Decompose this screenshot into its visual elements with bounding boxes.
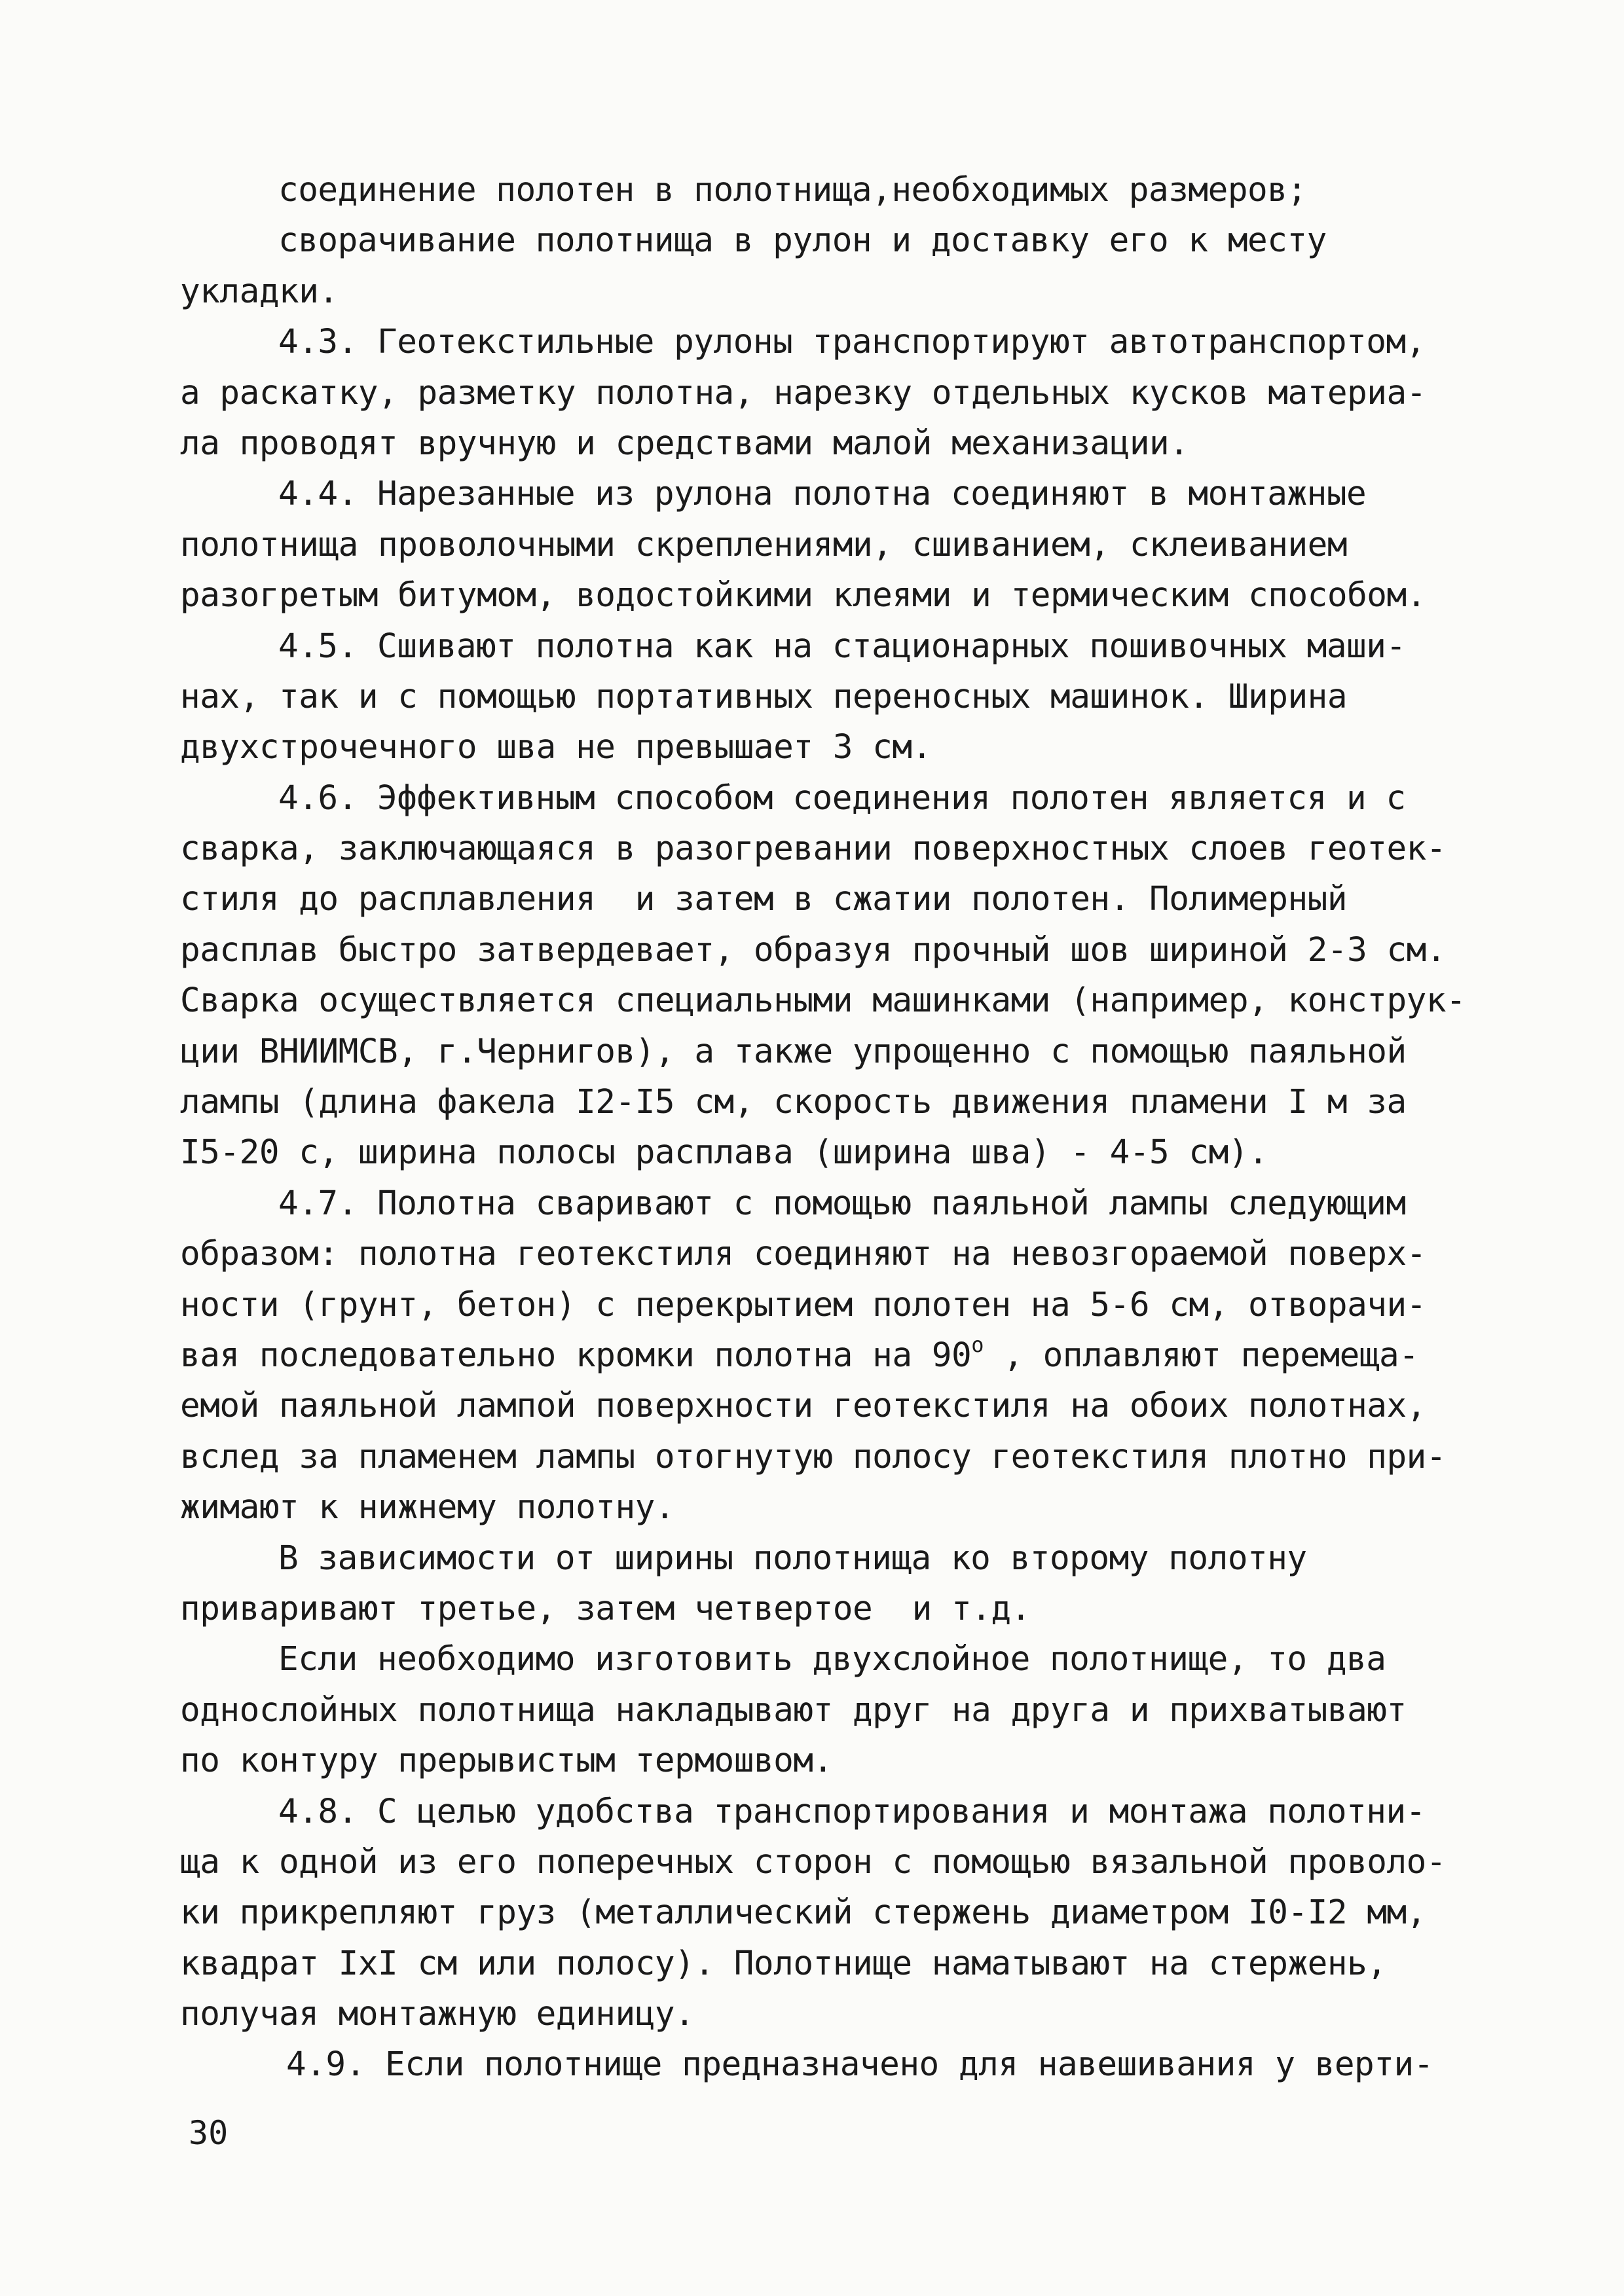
- text-line: ща к одной из его поперечных сторон с помощью вязальной проволо-: [180, 1842, 1447, 1882]
- text-line: разогретым битумом, водостойкими клеями и термическим способом.: [180, 576, 1426, 615]
- text-fragment: , оплавляют перемеща-: [983, 1336, 1419, 1375]
- text-line: ности (грунт, бетон) с перекрытием полотен на 5-6 см, отворачи-: [180, 1285, 1426, 1324]
- text-line: расплав быстро затвердевает, образуя прочный шов шириной 2-3 см.: [180, 930, 1447, 970]
- text-line: ла проводят вручную и средствами малой механизации.: [180, 424, 1189, 463]
- text-line: укладки.: [180, 272, 339, 311]
- text-line: 4.7. Полотна сваривают с помощью паяльной лампы следующим: [278, 1184, 1406, 1223]
- text-line: сворачивание полотнища в рулон и доставку его к месту: [278, 221, 1327, 261]
- text-line: В зависимости от ширины полотнища ко второму полотну: [278, 1539, 1307, 1578]
- text-line: соединение полотен в полотнища,необходимых размеров;: [278, 171, 1307, 210]
- text-fragment: вая последовательно кромки полотна на 90: [180, 1336, 972, 1375]
- text-line: однослойных полотнища накладывают друг на друга и прихватывают: [180, 1690, 1407, 1730]
- text-line: емой паяльной лампой поверхности геотекстиля на обоих полотнах,: [180, 1387, 1426, 1426]
- text-line: двухстрочечного шва не превышает 3 см.: [180, 728, 932, 767]
- body-text: [180, 165, 1503, 2090]
- text-line: I5-20 с, ширина полосы расплава (ширина шва) - 4-5 см).: [180, 1133, 1268, 1173]
- degree-superscript: о: [971, 1332, 984, 1357]
- text-line: квадрат IxI см или полосу). Полотнище наматывают на стержень,: [180, 1944, 1387, 1983]
- text-line: 4.6. Эффективным способом соединения полотен является и с: [278, 778, 1406, 818]
- text-line: приваривают третье, затем четвертое и т.д.: [180, 1589, 1031, 1628]
- text-line: по контуру прерывистым термошвом.: [180, 1741, 833, 1781]
- text-line: 4.9. Если полотнище предназначено для навешивания у верти-: [286, 2045, 1433, 2085]
- page-number: 30: [189, 2114, 229, 2152]
- text-line: Сварка осуществляется специальными машинками (например, конструк-: [180, 981, 1466, 1021]
- text-line: ки прикрепляют груз (металлический стержень диаметром I0-I2 мм,: [180, 1893, 1426, 1933]
- text-line: стиля до расплавления и затем в сжатии полотен. Полимерный: [180, 880, 1348, 919]
- text-line: 4.8. С целью удобства транспортирования и монтажа полотни-: [278, 1792, 1426, 1831]
- text-line: [180, 1330, 1503, 1381]
- text-line: Если необходимо изготовить двухслойное полотнище, то два: [278, 1640, 1386, 1679]
- text-line: жимают к нижнему полотну.: [180, 1488, 675, 1527]
- text-line: 4.5. Сшивают полотна как на стационарных пошивочных маши-: [278, 627, 1406, 666]
- text-line: а раскатку, разметку полотна, нарезку отдельных кусков материа-: [180, 373, 1426, 412]
- text-line: образом: полотна геотекстиля соединяют на невозгораемой поверх-: [180, 1235, 1426, 1274]
- text-line: получая монтажную единицу.: [180, 1995, 695, 2034]
- text-line: 4.3. Геотекстильные рулоны транспортируют автотранспортом,: [278, 323, 1426, 362]
- text-line: полотнища проволочными скреплениями, сшиванием, склеиванием: [180, 525, 1348, 564]
- text-line: ции ВНИИМСВ, г.Чернигов), а также упрощенно с помощью паяльной: [180, 1032, 1407, 1071]
- text-line: 4.4. Нарезанные из рулона полотна соединяют в монтажные: [278, 475, 1367, 514]
- text-line: нах, так и с помощью портативных переносных машинок. Ширина: [180, 677, 1348, 716]
- text-line: лампы (длина факела I2-I5 см, скорость движения пламени I м за: [180, 1083, 1407, 1122]
- text-line: вслед за пламенем лампы отогнутую полосу геотекстиля плотно при-: [180, 1437, 1447, 1476]
- text-line: сварка, заключающаяся в разогревании поверхностных слоев геотек-: [180, 829, 1447, 869]
